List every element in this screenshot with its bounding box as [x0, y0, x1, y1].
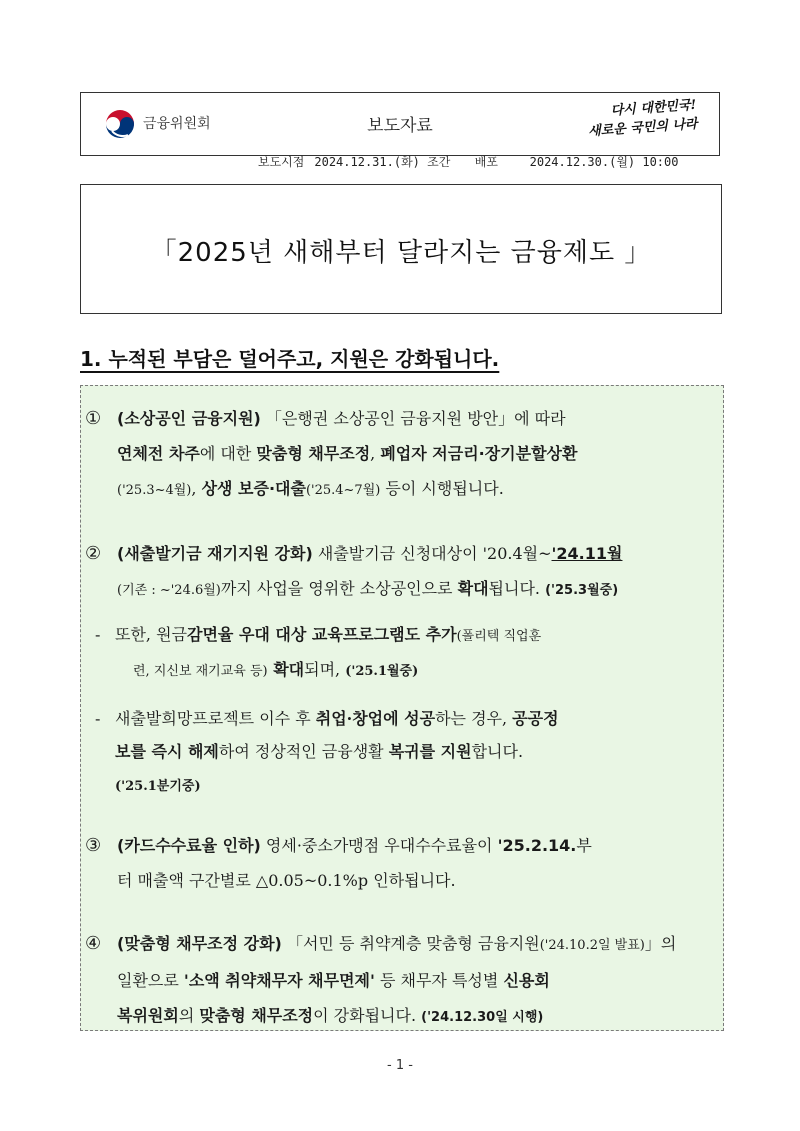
embargo-value: 2024.12.31.(화) 조간	[314, 155, 451, 169]
item-1-date: ('25.3~4월)	[117, 483, 192, 498]
item-1-date: ('25.4~7월)	[305, 483, 381, 498]
item-2-sub-1-line-1	[115, 618, 707, 653]
item-4-text: 」의	[644, 934, 677, 953]
item-4-line-2	[117, 963, 717, 998]
item-2-sub-2	[95, 702, 707, 803]
content-box	[80, 385, 724, 1031]
item-2-line-2	[117, 571, 717, 608]
sub-text: 새출발희망프로젝트 이수 후	[115, 709, 316, 728]
item-3-text: 영세·중소가맹점 우대수수료율이	[260, 836, 498, 855]
item-1-bold: 맞춤형 채무조정	[256, 444, 371, 463]
item-4-text: 이 강화됩니다.	[313, 1006, 422, 1025]
item-2-when: ('25.3월중)	[545, 583, 619, 598]
sub-bold: 감면율 우대 대상 교육프로그램도 추가	[187, 625, 457, 644]
item-2-heading: (새출발기금 재기지원 강화)	[117, 544, 313, 563]
item-2-bold: 확대	[457, 579, 489, 598]
item-4-line-3	[117, 998, 717, 1035]
item-1-text: 「은행권 소상공인 금융지원 방안」에 따라	[260, 409, 566, 428]
slogan-line2: 새로운 국민의 나라	[587, 116, 699, 140]
item-4-when: ('24.12.30일 시행)	[421, 1010, 544, 1025]
item-4-bold: 신용회	[503, 971, 550, 990]
item-4-heading: (맞춤형 채무조정 강화)	[117, 934, 282, 953]
item-2-note: (기존 : ~'24.6월)	[117, 583, 221, 598]
dash-bullet: -	[95, 709, 101, 728]
item-3-line-1	[117, 828, 717, 863]
item-2-date-underlined: '24.11월	[551, 544, 623, 563]
item-4-bold: '소액 취약채무자 채무면제'	[183, 971, 375, 990]
item-3-date: '25.2.14.	[497, 836, 577, 855]
item-number: ③	[85, 835, 102, 856]
item-1-line-1	[117, 401, 717, 436]
sub-bold: 복귀를 지원	[388, 742, 472, 761]
item-1-bold: 상생 보증·대출	[201, 479, 306, 498]
item-number: ②	[85, 543, 102, 564]
sub-when: ('25.1분기중)	[115, 779, 201, 794]
page-title: 「2025년 새해부터 달라지는 금융제도 」	[150, 238, 652, 268]
item-4-text: 등 채무자 특성별	[374, 971, 504, 990]
sub-text: 되며,	[304, 660, 346, 679]
title-box	[80, 184, 722, 314]
item-2-sub-2-line-3	[115, 768, 707, 803]
distribution-label: 배포	[474, 155, 498, 169]
item-1-text: ,	[191, 479, 202, 498]
item-2-text: 까지 사업을 영위한 소상공인으로	[220, 579, 458, 598]
item-2-sub-2-line-2	[115, 735, 707, 768]
item-1-line-2	[117, 436, 717, 471]
doc-type-label: 보도자료	[367, 116, 433, 136]
item-1-text: ,	[370, 444, 381, 463]
item-4-bold: 맞춤형 채무조정	[199, 1006, 314, 1025]
item-2-sub-2-line-1	[115, 702, 707, 735]
item-4-line-1	[117, 926, 717, 963]
item-2-sub-1	[95, 618, 707, 688]
item-1	[85, 401, 717, 508]
dash-bullet: -	[95, 625, 101, 644]
item-4-text: 의	[178, 1006, 200, 1025]
page-number: - 1 -	[387, 1058, 413, 1073]
item-2-sub-1-line-2	[115, 653, 707, 688]
release-info	[258, 153, 689, 170]
item-4-note: ('24.10.2일 발표)	[539, 938, 645, 953]
slogan	[546, 96, 698, 144]
item-number: ①	[85, 408, 102, 429]
embargo-label: 보도시점	[258, 155, 305, 169]
item-3-heading: (카드수수료율 인하)	[117, 836, 261, 855]
item-3-text: 부	[576, 836, 592, 855]
sub-bold: 보를 즉시 해제	[115, 742, 219, 761]
item-2-text: 됩니다.	[488, 579, 546, 598]
item-2	[85, 536, 717, 608]
sub-text: 하여 정상적인 금융생활	[218, 742, 389, 761]
item-4-text: 일환으로	[117, 971, 184, 990]
sub-bold: 확대	[267, 660, 305, 679]
org-name: 금융위원회	[143, 116, 211, 132]
distribution-value: 2024.12.30.(월) 10:00	[529, 155, 679, 169]
sub-bold: 공공정	[512, 709, 559, 728]
item-2-text: 새출발기금 신청대상이 '20.4월~	[312, 544, 552, 563]
item-4	[85, 926, 717, 1035]
sub-text: 합니다.	[471, 742, 524, 761]
sub-bold: 취업·창업에 성공	[315, 709, 436, 728]
item-4-text: 「서민 등 취약계층 맞춤형 금융지원	[281, 934, 540, 953]
header-box	[80, 92, 720, 156]
sub-text: 또한, 원금	[115, 625, 187, 644]
item-4-bold: 복위원회	[117, 1006, 179, 1025]
sub-note: 련, 지신보 재기교육 등)	[133, 664, 268, 679]
section-heading: 1. 누적된 부담은 덜어주고, 지원은 강화됩니다.	[80, 347, 500, 371]
item-1-text: 등이 시행됩니다.	[380, 479, 504, 498]
item-1-text: 에 대한	[199, 444, 257, 463]
item-1-bold: 연체전 차주	[117, 444, 200, 463]
slogan-line1: 다시 대한민국!	[610, 97, 697, 119]
item-3	[85, 828, 717, 898]
item-1-heading: (소상공인 금융지원)	[117, 409, 261, 428]
item-number: ④	[85, 933, 102, 954]
sub-text: 하는 경우,	[435, 709, 513, 728]
item-1-line-3	[117, 471, 717, 508]
item-3-line-2: 터 매출액 구간별로 △0.05~0.1%p 인하됩니다.	[117, 871, 456, 890]
sub-note: (폴리텍 직업훈	[456, 629, 542, 644]
sub-when: ('25.1월중)	[345, 664, 419, 679]
item-1-bold: 폐업자 저금리·장기분할상환	[380, 444, 578, 463]
item-2-line-1	[117, 536, 717, 571]
